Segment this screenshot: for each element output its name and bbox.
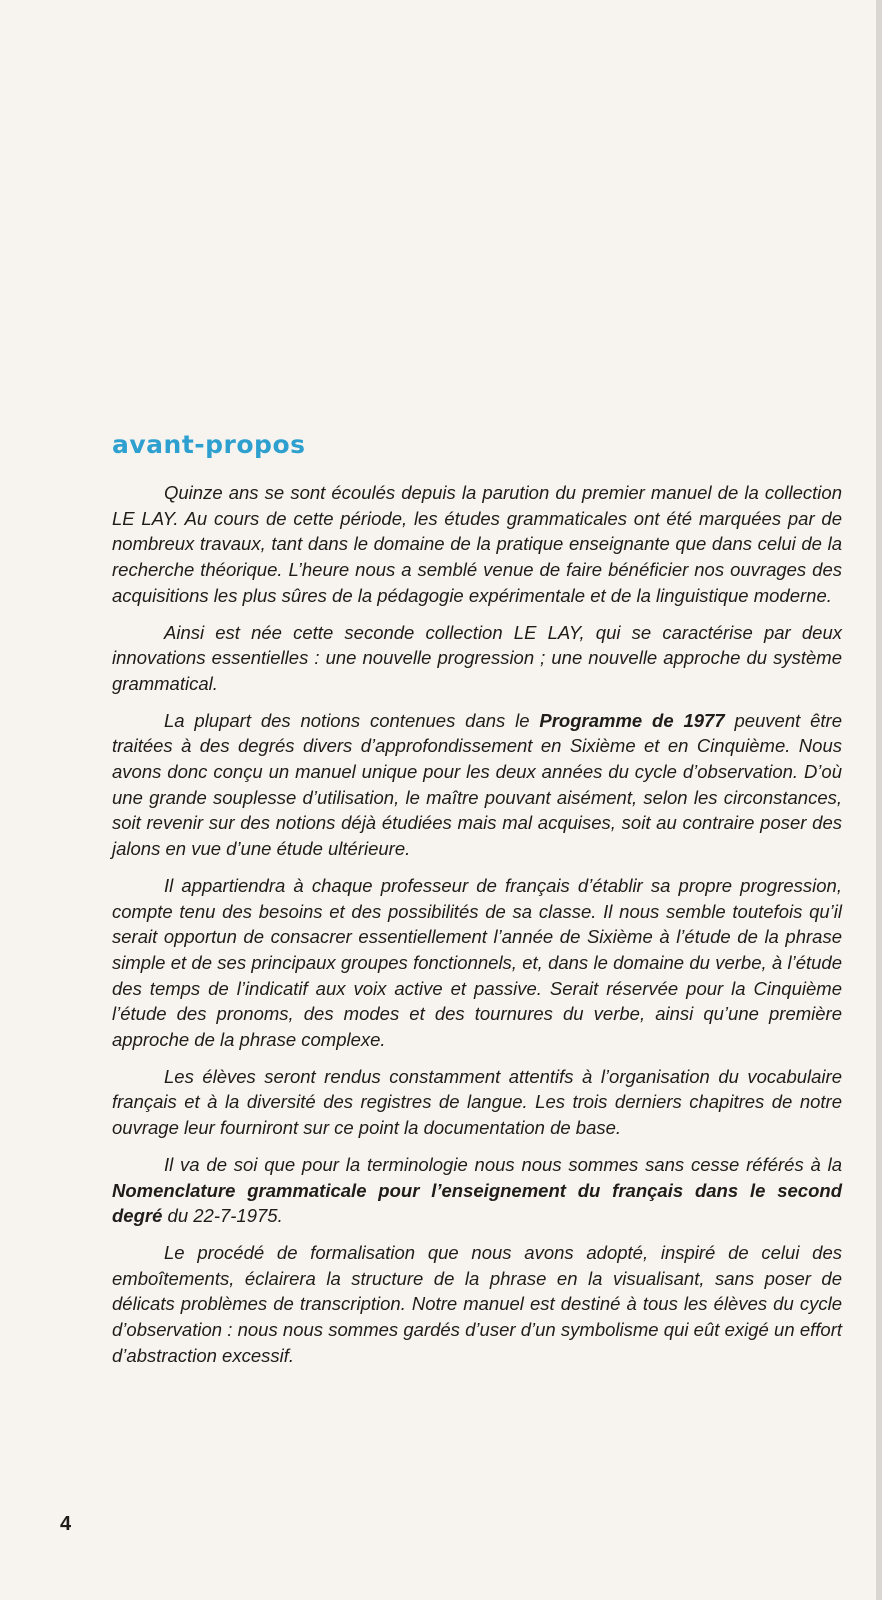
text-run: Ainsi est née cette seconde collection LE LAY, qui se caractérise par deux innovations essentielles : une nouvelle progression ; une nouvelle approche du système grammatical. [112, 621, 842, 694]
paragraph-2 [112, 620, 842, 697]
paragraph-3 [112, 708, 842, 862]
text-run: Les élèves seront rendus constamment attentifs à l’organisation du vocabulaire français et à la diversité des registres de langue. Les trois derniers chapitres de notre ouvrage leur fourniront sur ce point la documentation de base. [112, 1065, 842, 1139]
text-run: peuvent être traitées à des degrés divers d’approfondissement en Sixième et en Cinquième. Nous avons donc conçu un manuel unique pour les deux années du cycle d’observation. D’où une grande souplesse d’utilisation, le maître pouvant aisément, selon les circonstances, soit revenir sur des notions déjà étudiées mais mal acquises, soit au contraire poser des jalons en vue d’une étude ultérieure. [112, 709, 842, 860]
paragraph-4 [112, 873, 842, 1053]
paragraph-7 [112, 1240, 842, 1369]
section-heading: avant-propos [112, 430, 306, 459]
foreword-text [112, 480, 842, 1380]
text-run: Il appartiendra à chaque professeur de français d’établir sa propre progression, compte tenu des besoins et des possibilités de sa classe. Il nous semble toutefois qu’il serait opportun de consacrer essentiellement l’année de Sixième à l’étude de la phrase simple et de ses principaux groupes fonctionnels, et, dans le domaine du verbe, à l’étude des temps de l’indicatif aux voix active et passive. Serait réservée pour la Cinquième l’étude des pronoms, des modes et des tournures du verbe, ainsi qu’une première approche de la phrase complexe. [112, 874, 842, 1051]
text-run: La plupart des notions contenues dans le [164, 709, 540, 731]
text-run: du 22-7-1975. [162, 1205, 283, 1227]
paragraph-6 [112, 1152, 842, 1229]
page-number: 4 [60, 1513, 72, 1535]
paragraph-1 [112, 480, 842, 609]
bold-text-run: Nomenclature grammaticale pour l’enseignement du français dans le second degré [112, 1179, 842, 1227]
paragraph-5 [112, 1064, 842, 1141]
page-edge [876, 0, 882, 1600]
text-run: Il va de soi que pour la terminologie nous nous sommes sans cesse référés à la [164, 1153, 842, 1175]
text-run: Le procédé de formalisation que nous avons adopté, inspiré de celui des emboîtements, éclairera la structure de la phrase en la visualisant, sans poser de délicats problèmes de transcription. Notre manuel est destiné à tous les élèves du cycle d’observation : nous nous sommes gardés d’user d’un symbolisme qui eût exigé un effort d’abstraction excessif. [112, 1241, 842, 1366]
bold-text-run: Programme de 1977 [539, 709, 725, 731]
text-run: Quinze ans se sont écoulés depuis la parution du premier manuel de la collection LE LAY. Au cours de cette période, les études grammaticales ont été marquées par de nombreux travaux, tant dans le domaine de la pratique enseignante que dans celui de la recherche théorique. L’heure nous a semblé venue de faire bénéficier nos ouvrages des acquisitions les plus sûres de la pédagogie expérimentale et de la linguistique moderne. [112, 482, 842, 606]
